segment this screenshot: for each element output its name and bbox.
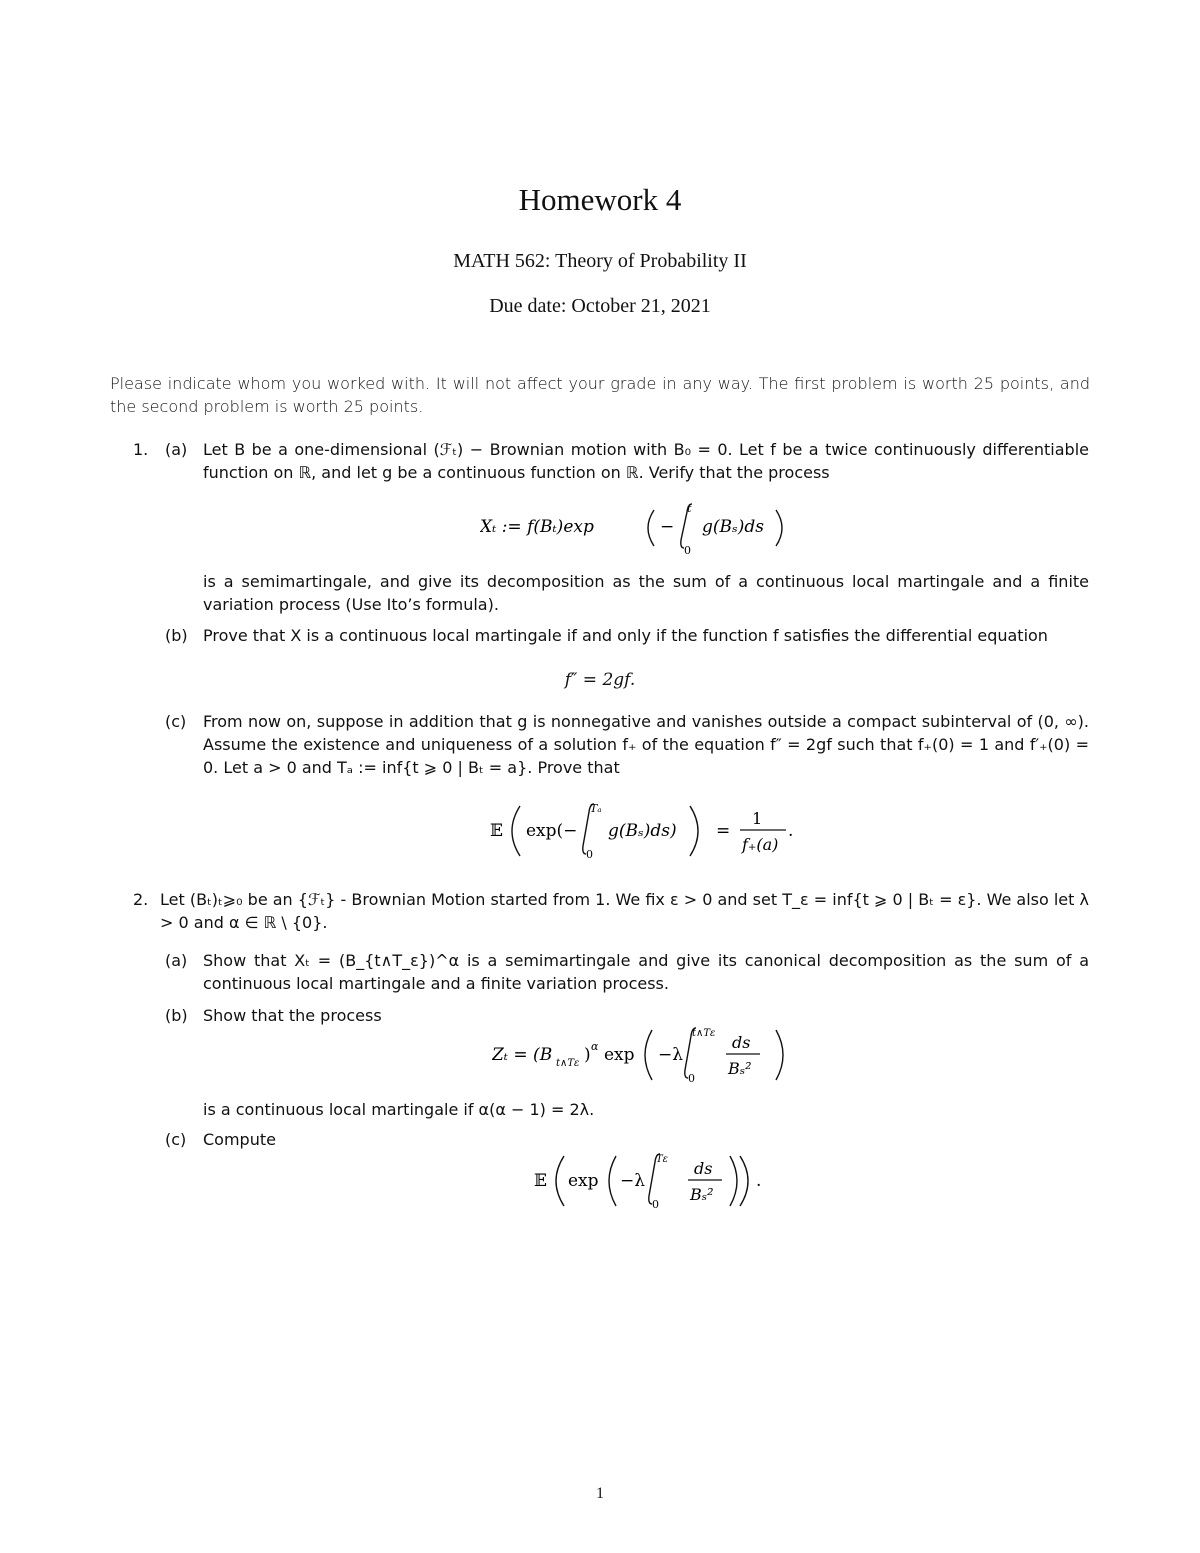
eq-2c-expectation: 𝔼 bbox=[534, 1171, 547, 1191]
instructions-paragraph: Please indicate whom you worked with. It will not affect your grade in any way. The first problem is worth 25 points, and the second problem is worth 25 points. bbox=[110, 374, 1090, 416]
eq-2b-close: ) bbox=[584, 1045, 591, 1065]
eq-1c-left-paren bbox=[512, 806, 520, 856]
eq-2c-exp: exp bbox=[568, 1171, 599, 1191]
eq-1c-numerator: 1 bbox=[752, 809, 763, 828]
eq-2b-subscript: t∧Tε bbox=[556, 1058, 580, 1069]
eq-1c-denominator: f₊(a) bbox=[742, 835, 779, 854]
problem-1b-label: (b) bbox=[165, 626, 188, 645]
problem-2b-label: (b) bbox=[165, 1006, 188, 1025]
eq-1c-upper: Tₐ bbox=[590, 802, 602, 815]
problem-2a-text: Show that Xₜ = (B_{t∧T_ε})^α is a semimartingale and give its canonical decomposition as the sum of a continuous local martingale and a finite variation process. bbox=[203, 951, 1089, 993]
eq-1c-period: . bbox=[788, 821, 794, 841]
eq-2b-left-paren bbox=[645, 1030, 652, 1080]
eq-1a-minus: − bbox=[660, 517, 675, 537]
due-date: Due date: October 21, 2021 bbox=[489, 295, 711, 317]
eq-1a-upper: t bbox=[687, 502, 692, 515]
document-title: Homework 4 bbox=[518, 182, 682, 217]
problem-1a-text: Let B be a one-dimensional (ℱₜ) − Brownian motion with B₀ = 0. Let f be a twice continuously differentiable function on ℝ, and let g be a continuous function on ℝ. Verify that the process bbox=[203, 440, 1089, 482]
eq-2b-lower: 0 bbox=[688, 1072, 695, 1085]
eq-2b-lhs: Zₜ = (B bbox=[492, 1045, 553, 1065]
problem-1-number: 1. bbox=[133, 440, 149, 459]
problem-1c-text: From now on, suppose in addition that g is nonnegative and vanishes outside a compact subinterval of (0, ∞). Assume the existence and uniqueness of a solution f₊ of the equation f″ = 2gf such that f₊(0) = 1 and f′₊(0) = 0. Let a > 0 and Tₐ := inf{t ⩾ 0 | Bₜ = a}. Prove that bbox=[203, 712, 1089, 777]
eq-1c-expectation: 𝔼 bbox=[490, 821, 503, 841]
eq-2c-denominator: Bₛ² bbox=[690, 1185, 714, 1204]
eq-2b-right-paren bbox=[776, 1030, 783, 1080]
problem-2-number: 2. bbox=[133, 890, 149, 909]
eq-2b-upper: t∧Tε bbox=[692, 1028, 716, 1039]
eq-2c-outer-right-paren bbox=[740, 1156, 748, 1206]
eq-2c-period: . bbox=[756, 1171, 762, 1191]
eq-1c-equals: = bbox=[716, 821, 731, 841]
problem-1b-equation: f″ = 2gf. bbox=[564, 670, 636, 690]
eq-1a-lhs: Xₜ := f(Bₜ)exp bbox=[480, 517, 594, 537]
eq-2c-lower: 0 bbox=[652, 1198, 659, 1211]
problem-2b-text: Show that the process bbox=[203, 1006, 382, 1025]
page-number: 1 bbox=[596, 1485, 604, 1502]
eq-1a-lower: 0 bbox=[684, 544, 691, 557]
problem-1a-text-continued: is a semimartingale, and give its decomposition as the sum of a continuous local martingale and a finite variation process (Use Ito’s formula). bbox=[203, 572, 1089, 614]
problem-1c-equation bbox=[490, 798, 810, 864]
eq-1c-integrand: g(Bₛ)ds) bbox=[608, 821, 677, 841]
problem-1a-label: (a) bbox=[165, 440, 188, 459]
eq-2c-inner-right-paren bbox=[730, 1156, 737, 1206]
problem-2b-text-continued: is a continuous local martingale if α(α − 1) = 2λ. bbox=[203, 1100, 595, 1119]
eq-1a-right-paren bbox=[776, 510, 782, 546]
eq-2b-alpha: α bbox=[591, 1040, 599, 1053]
eq-2c-outer-left-paren bbox=[556, 1156, 564, 1206]
problem-2a-label: (a) bbox=[165, 951, 188, 970]
eq-2c-numerator: ds bbox=[694, 1159, 713, 1178]
problem-2-text: Let (Bₜ)ₜ⩾₀ be an {ℱₜ} - Brownian Motion started from 1. We fix ε > 0 and set T_ε = inf{t ⩾ 0 | Bₜ = ε}. We also let λ > 0 and α ∈ ℝ \ {0}. bbox=[160, 890, 1089, 932]
eq-1c-right-paren bbox=[690, 806, 698, 856]
problem-2c-label: (c) bbox=[165, 1130, 187, 1149]
eq-2b-exp: exp bbox=[604, 1045, 635, 1065]
eq-2c-inner-left-paren bbox=[609, 1156, 616, 1206]
problem-1b-text: Prove that X is a continuous local martingale if and only if the function f satisfies the differential equation bbox=[203, 626, 1048, 645]
eq-2b-numerator: ds bbox=[732, 1033, 751, 1052]
problem-1c-label: (c) bbox=[165, 712, 187, 731]
problem-2c-equation bbox=[534, 1148, 774, 1214]
problem-2b-equation bbox=[492, 1022, 812, 1088]
problem-2c-text: Compute bbox=[203, 1130, 276, 1149]
eq-1a-left-paren bbox=[648, 510, 654, 546]
eq-2c-minus-lambda: −λ bbox=[620, 1171, 646, 1191]
eq-1c-exp: exp(− bbox=[526, 821, 578, 841]
course-subtitle: MATH 562: Theory of Probability II bbox=[453, 250, 747, 272]
eq-1a-integrand: g(Bₛ)ds bbox=[702, 517, 764, 537]
eq-2b-minus-lambda: −λ bbox=[658, 1045, 684, 1065]
eq-2b-denominator: Bₛ² bbox=[728, 1059, 752, 1078]
eq-2c-upper: Tε bbox=[656, 1154, 669, 1165]
problem-1a-equation bbox=[480, 498, 800, 558]
eq-1c-lower: 0 bbox=[586, 848, 593, 861]
